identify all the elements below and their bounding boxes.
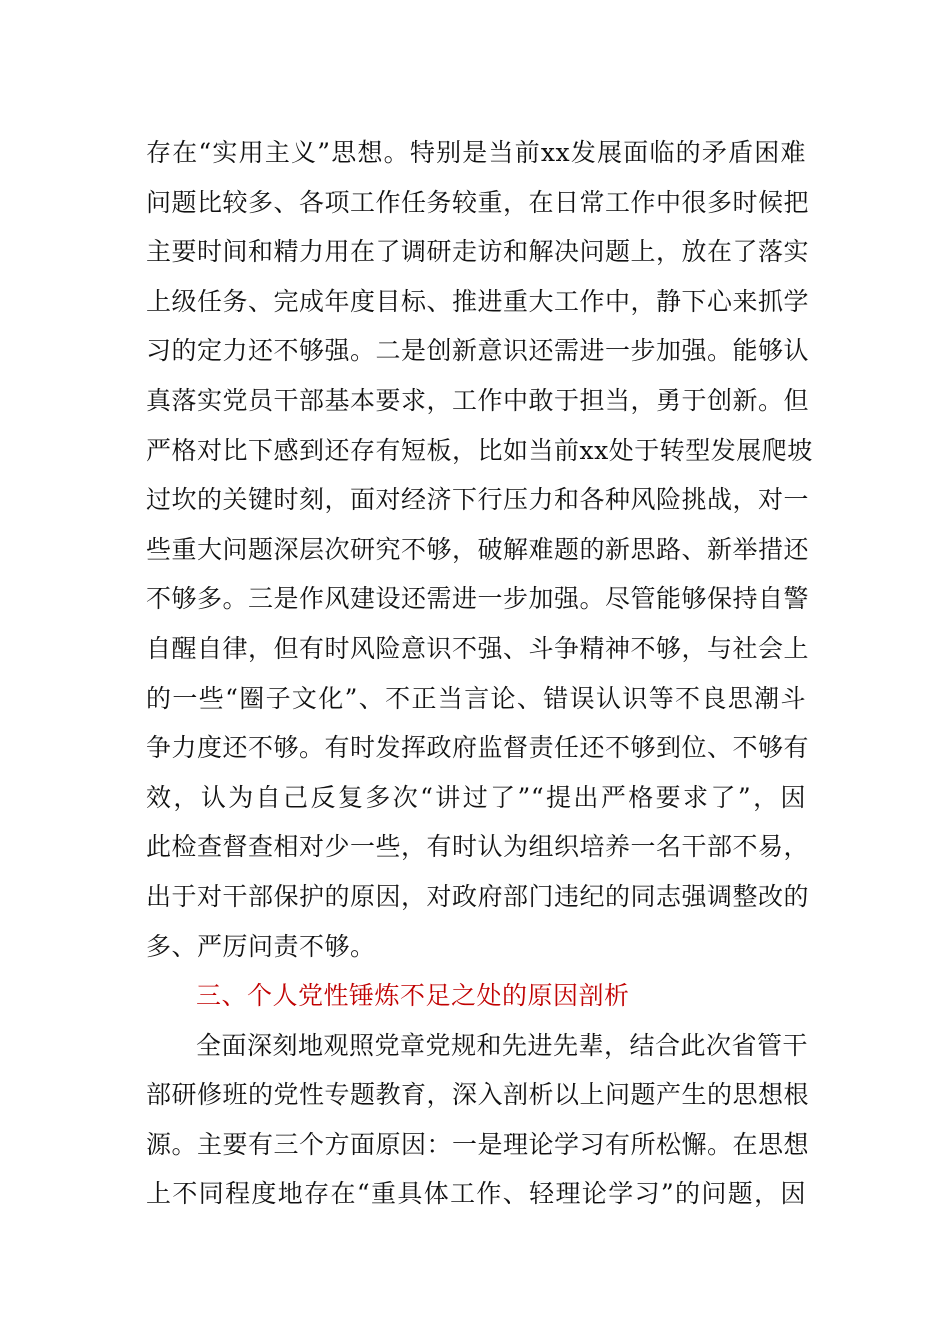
text-line: 主要时间和精力用在了调研走访和解决问题上，放在了落实 [146,237,810,267]
text-line: 习的定力还不够强。二是创新意识还需进一步加强。能够认 [146,336,810,366]
document-body [146,128,813,1219]
text-line: 过坎的关键时刻，面对经济下行压力和各种风险挑战，对一 [146,485,810,515]
text-line: 部研修班的党性专题教育，深入剖析以上问题产生的思想根 [146,1080,810,1110]
paragraph-1 [146,128,813,971]
text-line: 此检查督查相对少一些，有时认为组织培养一名干部不易， [146,832,810,862]
text-line: 真落实党员干部基本要求，工作中敢于担当，勇于创新。但 [146,385,810,415]
text-line: 上不同程度地存在“重具体工作、轻理论学习”的问题，因 [146,1179,806,1209]
paragraph-2 [146,1021,810,1219]
text-line: 全面深刻地观照党章党规和先进先辈，结合此次省管干 [196,1030,809,1060]
text-line: 自醒自律，但有时风险意识不强、斗争精神不够，与社会上 [146,633,810,663]
text-line: 不够多。三是作风建设还需进一步加强。尽管能够保持自警 [146,584,810,614]
text-line: 存在“实用主义”思想。特别是当前xx发展面临的矛盾困难 [146,138,806,167]
section-heading: 三、个人党性锤炼不足之处的原因剖析 [196,981,630,1011]
text-line: 的一些“圈子文化”、不正当言论、错误认识等不良思潮斗 [146,683,806,713]
text-line: 多、严厉问责不够。 [146,931,376,961]
text-line: 源。主要有三个方面原因：一是理论学习有所松懈。在思想 [146,1129,810,1159]
text-line: 些重大问题深层次研究不够，破解难题的新思路、新举措还 [146,534,810,564]
text-line: 效，认为自己反复多次“讲过了”“提出严格要求了”，因 [146,782,806,812]
text-line: 出于对干部保护的原因，对政府部门违纪的同志强调整改的 [146,881,810,911]
text-line: 争力度还不够。有时发挥政府监督责任还不够到位、不够有 [146,733,810,763]
text-line: 问题比较多、各项工作任务较重，在日常工作中很多时候把 [146,187,810,217]
text-line: 严格对比下感到还存有短板，比如当前xx处于转型发展爬坡 [146,435,813,465]
text-line: 上级任务、完成年度目标、推进重大工作中，静下心来抓学 [146,286,810,316]
